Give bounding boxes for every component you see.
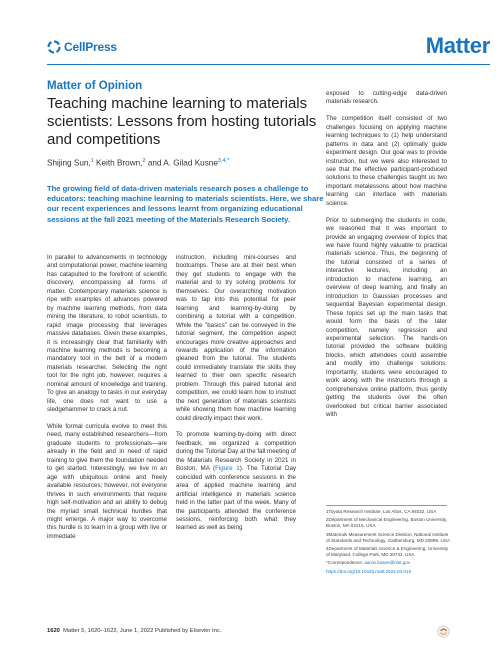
paragraph: Prior to submerging the students in code, we reasoned that it was important to provide an engaging overview of topics that we have found highly valuable to practical materials science. Thus, the beginning of the tutorial consisted of a series of interactive lectures, including an introduction to machine learning, an overview of deep learning, and finally an introduction to Gaussian processes and sequential Bayesian experimental design. These topics set up the main tasks that would form the basis of the later competition, namely regression and experimental selection. The hands-on tutorial provided the software building blocks, which attendees could assemble and modify into challenge solutions. Importantly, students were encouraged to work along with the instructors through a comprehensive online platform, thus gently getting the students over the often overlooked but critical barrier associated with bbox=[326, 216, 447, 419]
author-name: and A. Gilad Kusne bbox=[147, 158, 218, 168]
correspondence-label: *Correspondence: bbox=[326, 560, 365, 566]
body-column-2 bbox=[176, 254, 296, 541]
paragraph-text: ). The Tutorial Day coincided with conference sessions in the area of applied machine learning and artificial intelligence in materials science held in the latter part of the week. Many of the participants attended the conference sessions, reinforcing both what they learned as well as being bbox=[176, 465, 297, 532]
header-divider bbox=[47, 64, 490, 65]
article-title: Teaching machine learning to materials scientists: Lessons from hosting tutorials and competitions bbox=[47, 95, 317, 148]
section-label: Matter of Opinion bbox=[47, 80, 143, 92]
paragraph: In parallel to advancements in technology and computational power, machine learning has catapulted to the forefront of scientific discovery, encompassing all forms of matter. Contemporary materials science is ripe with examples of advances powered by machine learning methods, from data mining the literature, to robot scientists, to rapid image processing that leverages massive databases. Given these examples, it is increasingly clear that familiarity with machine learning methods is becoming a mandatory tool in the belt of a modern materials researcher. Selecting the right tool for the right job, however, requires a nominal amount of knowledge and training. To give an analogy to tasks in our everyday life, one does not want to use a sledgehammer to crack a nut. bbox=[47, 254, 167, 414]
paragraph: While formal curricula evolve to meet this need, many established researchers—from graduate students to professionals—are already in the field and in need of rapid training to give them the foundation needed to get started. Interestingly, we live in an age with ubiquitous online and freely available resources; however, not everyone thrives in such environments that require high self-motivation and an ability to debug the myriad small technical hurdles that might emerge. A major way to overcome this hurdle is to learn in a group with live or immediate bbox=[47, 423, 167, 540]
journal-name: Matter bbox=[425, 33, 490, 58]
check-for-updates-icon[interactable] bbox=[437, 625, 450, 638]
doi-note bbox=[326, 569, 450, 575]
paragraph bbox=[176, 431, 296, 532]
body-column-1 bbox=[47, 254, 167, 550]
footnote-divider bbox=[326, 505, 447, 506]
page-footer bbox=[47, 628, 221, 634]
author-affiliation: 2 bbox=[142, 158, 146, 164]
cellpress-logo-icon bbox=[47, 40, 61, 54]
author-name: Shijing Sun, bbox=[47, 158, 91, 168]
email-link[interactable]: aaron.kusne@nist.gov bbox=[364, 560, 411, 566]
paragraph: exposed to cutting-edge data-driven materials research. bbox=[326, 90, 447, 106]
paragraph: instruction, including mini-courses and bootcamps. These are at their best when they get students to engage with the material and to try solving problems for themselves. Our overarching motivation was to tap into this potential for peer learning and learning-by-doing by combining a tutorial with a competition. While the "basics" can be conveyed in the tutorial segment, the competition aspect encourages more creative approaches and rewards application of the information gleaned from the tutorial. The students could immediately translate the skills they learned to their own specific research problem. Through this paired tutorial and competition, we could learn how to instruct the next generation of materials scientists while showing them how machine learning could directly impact their work. bbox=[176, 254, 296, 422]
affiliation-note: 1Toyota Research Institute, Los Altos, CA 94022, USA bbox=[326, 509, 437, 514]
author-affiliation: 1 bbox=[90, 158, 94, 164]
page-number: 1620 bbox=[47, 628, 60, 634]
paragraph-text: To promote learning-by-doing with direct feedback, we organized a competition during the Tutorial Day at the fall meeting of the Materials Research Society in 2021 in Boston, MA ( bbox=[176, 431, 296, 473]
citation-line: Matter 5, 1620–1622, June 1, 2022 Published by Elsevier Inc. bbox=[63, 628, 222, 634]
doi-link[interactable]: https://doi.org/10.1016/j.matt.2022.04.019 bbox=[326, 568, 412, 574]
author-list bbox=[47, 158, 327, 168]
affiliations-footnotes bbox=[326, 509, 450, 577]
affiliation-note: 4Department of Materials Science & Engineering, University of Maryland, College Park, MD 20742, USA bbox=[326, 546, 449, 557]
author-name: Keith Brown, bbox=[96, 158, 143, 168]
affiliation-note: 2Department of Mechanical Engineering, Boston University, Boston, MA 02215, USA bbox=[326, 517, 448, 529]
publisher-name: CellPress bbox=[64, 40, 117, 54]
figure-1-link[interactable]: Figure 1 bbox=[215, 465, 240, 473]
affiliation-note: 3Materials Measurement Science Division, National Institute of Standards and Technology, Gaithersburg, MD 20899, USA bbox=[326, 531, 450, 543]
cellpress-logo bbox=[47, 39, 117, 55]
paragraph: The competition itself consisted of two challenges focusing on applying machine learning techniques to (1) help understand patterns in data and (2) optimally guide experiment design. Our goal was to provide instruction, but we were also interested to see that the effective participant-produced solutions to these challenges taught us two important metalessons about how machine learning can interface with materials science. bbox=[326, 115, 447, 207]
author-affiliation: 3,4,* bbox=[217, 158, 230, 164]
correspondence-note bbox=[326, 560, 450, 566]
abstract: The growing field of data-driven materials research poses a challenge to educators: teaching machine learning to materials scientists. Here, we share our recent experiences and lessons learnt from organizing educational sessions at the fall 2021 meeting of the Materials Research Society. bbox=[47, 184, 324, 224]
body-column-3 bbox=[326, 90, 447, 428]
